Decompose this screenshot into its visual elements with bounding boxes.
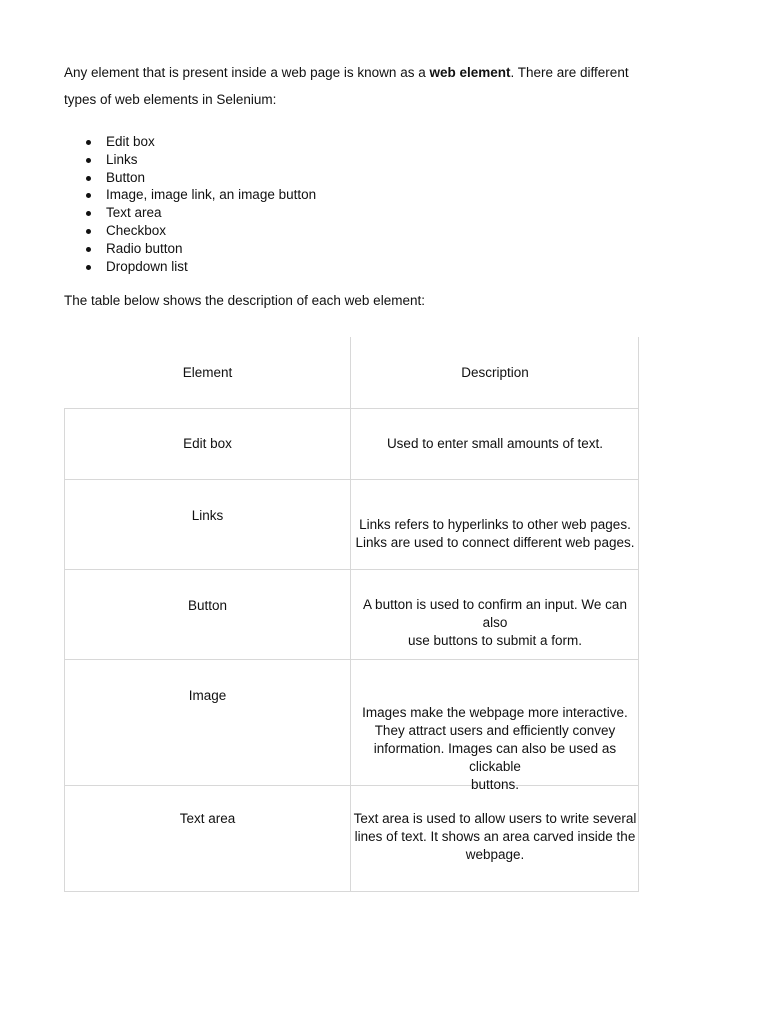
list-item (64, 258, 316, 276)
list-item (64, 204, 316, 222)
description-line: A button is used to confirm an input. We can also (363, 597, 627, 630)
description-line: Links are used to connect different web pages. (355, 535, 635, 550)
list-item (64, 240, 316, 258)
description-line: They attract users and efficiently convey (374, 723, 616, 738)
intro-bold-term: web element (429, 65, 511, 80)
list-item (64, 222, 316, 240)
intro-paragraph (64, 60, 664, 113)
table-cell-element: Button (187, 598, 228, 613)
description-line: use buttons to submit a form. (407, 633, 583, 648)
intro-text-before: Any element that is present inside a web page is known as a (64, 65, 430, 80)
bullet-icon (86, 158, 91, 163)
description-line: Links refers to hyperlinks to other web pages. (359, 517, 631, 532)
description-line: buttons. (470, 777, 520, 792)
table-header-description: Description (461, 364, 529, 380)
bullet-icon (86, 211, 91, 216)
list-item-label: Checkbox (106, 222, 167, 238)
description-line: Used to enter small amounts of text. (386, 436, 604, 451)
list-item-label: Dropdown list (106, 258, 188, 274)
list-item (64, 133, 316, 151)
bullet-icon (86, 140, 91, 145)
bullet-icon (86, 176, 91, 181)
list-item (64, 151, 316, 169)
description-text (351, 596, 639, 650)
list-item-label: Button (106, 169, 146, 185)
table-header-element: Element (182, 364, 233, 380)
bullet-icon (86, 229, 91, 234)
description-line: webpage. (465, 847, 525, 862)
intro-text-after: . There are different types of web elements in Selenium: (64, 65, 629, 107)
description-line: Text area is used to allow users to write several (353, 811, 637, 826)
list-item-label: Image, image link, an image button (106, 187, 317, 203)
bullet-icon (86, 247, 91, 252)
table-cell-description (351, 409, 639, 479)
web-element-list (64, 133, 316, 275)
description-text (387, 435, 603, 453)
table-cell-element: Text area (179, 811, 236, 826)
bullet-icon (86, 193, 91, 198)
list-item (64, 186, 316, 204)
table-cell-element: Edit box (183, 436, 232, 451)
list-item-label: Edit box (106, 134, 155, 149)
table-cell-element: Links (191, 508, 224, 523)
description-line: Images make the webpage more interactive. (362, 705, 628, 720)
bullet-icon (86, 265, 91, 270)
description-text (351, 704, 639, 794)
description-line: information. Images can also be used as clickable (373, 741, 617, 774)
list-item (64, 169, 316, 187)
table-caption: The table below shows the description of each web element: (64, 293, 425, 308)
list-item-label: Radio button (106, 240, 183, 256)
table-border-bottom (64, 891, 639, 892)
description-text (354, 810, 637, 864)
description-text (356, 516, 635, 552)
web-elements-table (64, 337, 639, 892)
table-cell-description (351, 786, 639, 888)
table-cell-element: Image (188, 688, 227, 703)
description-line: lines of text. It shows an area carved inside the (354, 829, 636, 844)
list-item-label: Links (106, 151, 138, 167)
list-item-label: Text area (106, 205, 162, 221)
